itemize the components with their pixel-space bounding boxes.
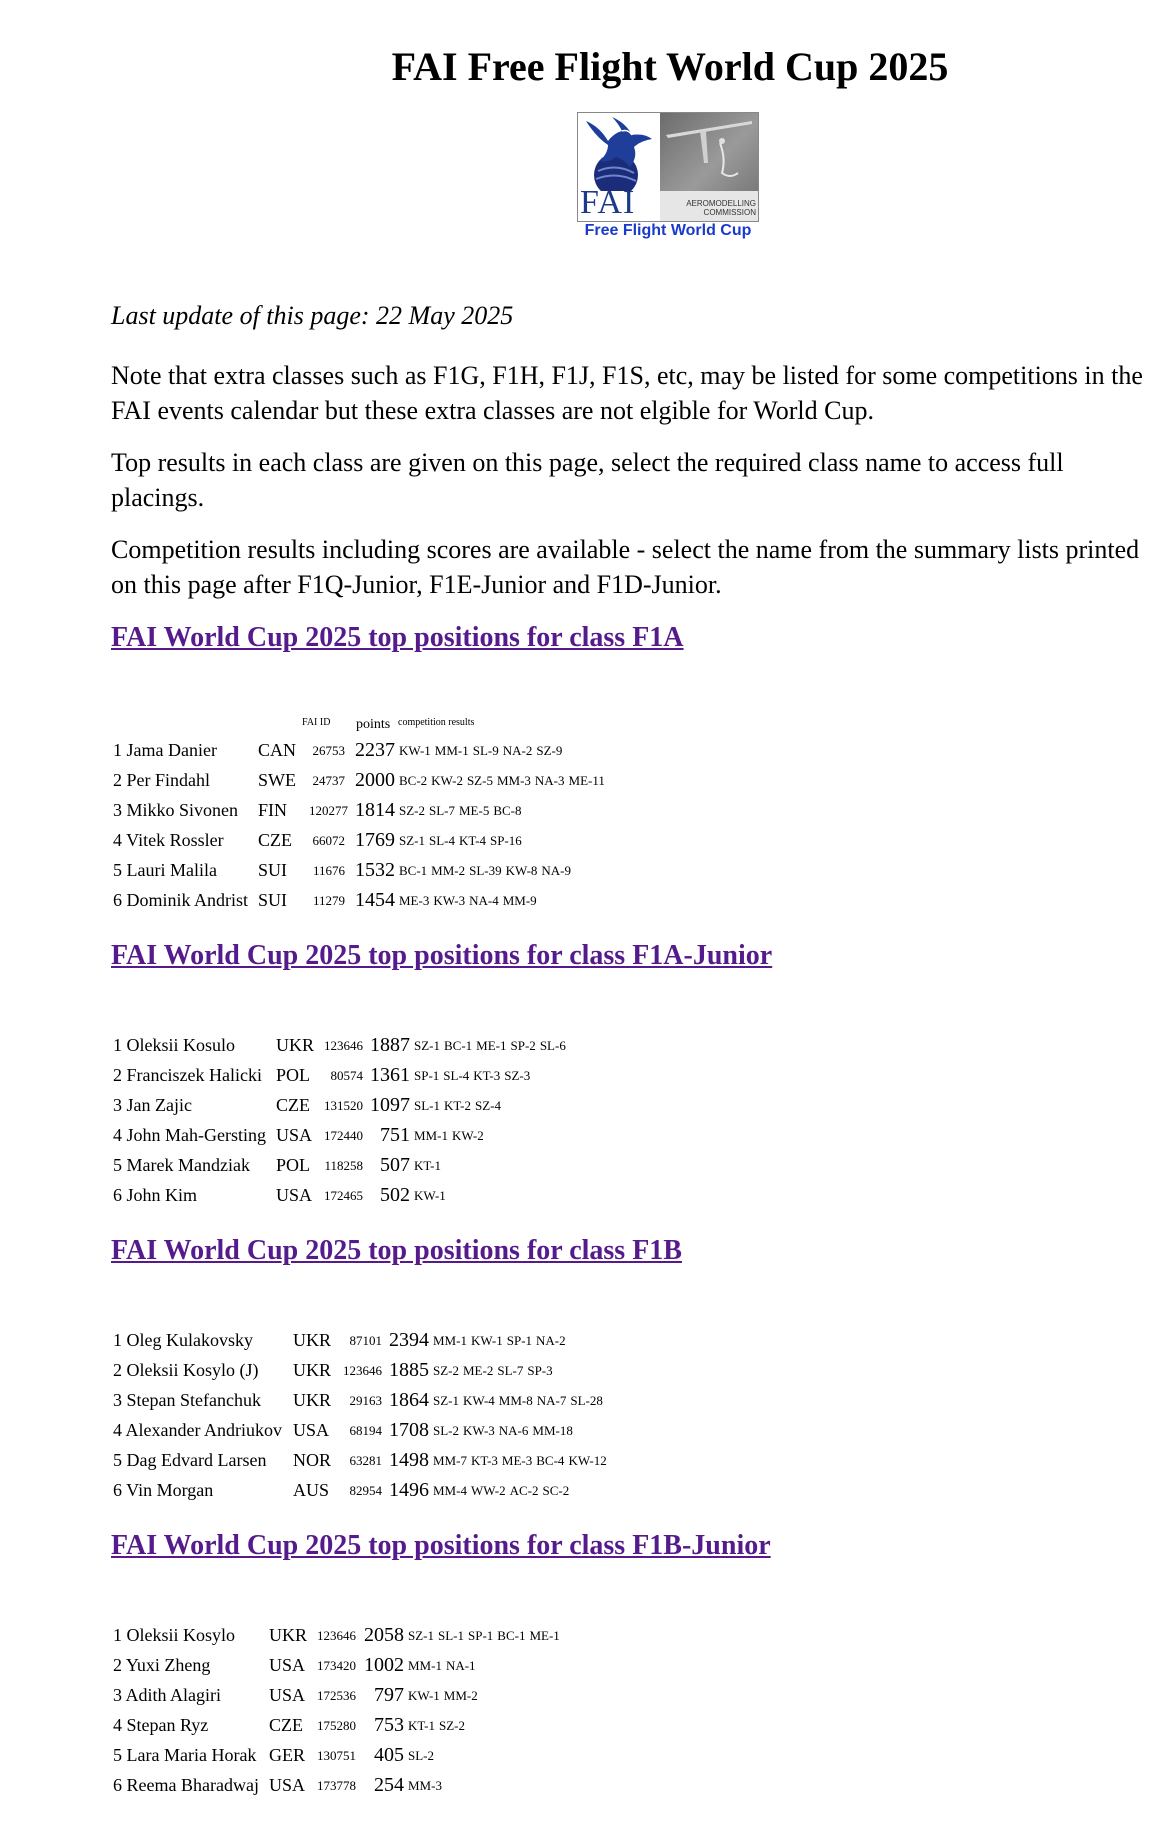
competition-result-link[interactable]: MM-1 (433, 1333, 467, 1348)
competitor-points: 502 (380, 1184, 410, 1206)
competition-results (433, 1362, 557, 1380)
competition-result-link[interactable]: NA-9 (541, 863, 572, 878)
competition-result-link[interactable]: NA-2 (536, 1333, 566, 1348)
competitor-country: USA (269, 1775, 306, 1795)
competition-result-link[interactable]: NA-6 (498, 1423, 529, 1438)
competition-result-link[interactable]: SL-2 (408, 1748, 434, 1763)
competition-results (414, 1067, 534, 1085)
competitor-points: 1708 (389, 1419, 429, 1441)
competition-result-link[interactable]: MM-9 (502, 893, 537, 908)
last-update: Last update of this page: 22 May 2025 (111, 301, 514, 330)
competition-result-link[interactable]: SZ-1 (399, 833, 425, 848)
competitor-fai-id: 29163 (349, 1393, 382, 1408)
competition-result-link[interactable]: ME-1 (529, 1628, 560, 1643)
logo-commission-text: AEROMODELLING COMMISSION (686, 199, 756, 217)
column-header-fai-id: FAI ID (302, 717, 331, 728)
competition-result-link[interactable]: SZ-4 (474, 1098, 501, 1113)
competition-result-link[interactable]: SZ-9 (536, 743, 563, 758)
competitor-country: POL (276, 1065, 311, 1085)
competitor-fai-id: 130751 (317, 1748, 356, 1763)
competition-result-link[interactable]: SL-6 (539, 1038, 566, 1053)
competitor-fai-id: 26753 (312, 743, 345, 758)
competitor-fai-id: 172440 (324, 1128, 363, 1143)
competitor-points: 1887 (370, 1034, 410, 1056)
competitor-country: UKR (293, 1390, 332, 1410)
competitor-fai-id: 120277 (309, 803, 348, 818)
competitor-points: 1769 (355, 829, 395, 851)
competitor-country: USA (269, 1685, 306, 1705)
competition-results (408, 1747, 438, 1765)
competitor-fai-id: 172536 (317, 1688, 356, 1703)
competitor-country: UKR (269, 1625, 308, 1645)
competitor-country: CZE (258, 830, 292, 850)
competition-result-link[interactable]: AC-2 (509, 1483, 539, 1498)
competitor-country: USA (269, 1655, 306, 1675)
competitor-fai-id: 123646 (317, 1628, 356, 1643)
competitor-name: 4 Stepan Ryz (113, 1715, 209, 1735)
competition-result-link[interactable]: NA-2 (502, 743, 533, 758)
competitor-country: CZE (276, 1095, 310, 1115)
competitor-fai-id: 11676 (312, 863, 345, 878)
competitor-points: 1814 (355, 799, 395, 821)
competition-result-link[interactable]: BC-1 (444, 1038, 473, 1053)
competitor-fai-id: 131520 (324, 1098, 363, 1113)
competition-result-link[interactable]: ME-1 (476, 1038, 507, 1053)
competitor-points: 1532 (355, 859, 395, 881)
competition-result-link[interactable]: SL-4 (443, 1068, 470, 1083)
competitor-points: 2394 (389, 1329, 429, 1351)
competitor-name: 1 Oleg Kulakovsky (113, 1330, 253, 1350)
competition-result-link[interactable]: KW-2 (451, 1128, 484, 1143)
competition-result-link[interactable]: KW-1 (399, 743, 431, 758)
competition-results (408, 1717, 469, 1735)
competition-results (399, 802, 526, 820)
competitor-name: 1 Jama Danier (113, 740, 217, 760)
competition-result-link[interactable]: KW-8 (505, 863, 538, 878)
logo-frame (577, 112, 759, 222)
competition-result-link[interactable]: MM-1 (414, 1128, 448, 1143)
competition-results (414, 1127, 488, 1145)
competitor-fai-id: 123646 (343, 1363, 382, 1378)
competitor-fai-id: 66072 (312, 833, 345, 848)
competitor-name: 4 Vitek Rossler (113, 830, 224, 850)
competitor-fai-id: 24737 (312, 773, 345, 788)
competition-result-link[interactable]: BC-4 (536, 1453, 565, 1468)
competition-result-link[interactable]: SL-2 (433, 1423, 459, 1438)
competition-results (399, 832, 526, 850)
competitor-fai-id: 172465 (324, 1188, 363, 1203)
note-line-2: FAI events calendar but these extra classes are not elgible for World Cup. (111, 396, 874, 425)
competition-result-link[interactable]: WW-2 (470, 1483, 506, 1498)
competitor-name: 6 Reema Bharadwaj (113, 1775, 259, 1795)
competitor-name: 1 Oleksii Kosulo (113, 1035, 236, 1055)
competitor-name: 2 Yuxi Zheng (113, 1655, 211, 1675)
competitor-points: 1097 (370, 1094, 410, 1116)
class-link-f1b[interactable]: FAI World Cup 2025 top positions for class F1B (111, 1235, 682, 1266)
competition-result-link[interactable]: MM-7 (433, 1453, 467, 1468)
competitor-points: 753 (374, 1714, 404, 1736)
competition-result-link[interactable]: NA-7 (536, 1393, 567, 1408)
competition-result-link[interactable]: SL-1 (414, 1098, 440, 1113)
competition-results-line-1: Competition results including scores are available - select the name from the summary lists printed (111, 535, 1140, 564)
competition-result-link[interactable]: SP-3 (527, 1363, 553, 1378)
competition-result-link[interactable]: ME-2 (463, 1363, 494, 1378)
competitor-fai-id: 63281 (349, 1453, 382, 1468)
competition-result-link[interactable]: SZ-1 (414, 1038, 440, 1053)
competition-result-link[interactable]: SL-39 (469, 863, 502, 878)
competitor-points: 254 (374, 1774, 404, 1796)
competition-result-link[interactable]: ME-3 (399, 893, 430, 908)
competitor-country: FIN (258, 800, 288, 820)
competition-result-link[interactable]: KW-2 (431, 773, 463, 788)
competitor-points: 1496 (389, 1479, 429, 1501)
competitor-fai-id: 82954 (349, 1483, 382, 1498)
competitor-country: USA (276, 1185, 313, 1205)
competition-results (433, 1482, 573, 1500)
competition-result-link[interactable]: SZ-3 (504, 1068, 531, 1083)
competitor-fai-id: 11279 (312, 893, 345, 908)
competitor-points: 1885 (389, 1359, 429, 1381)
competitor-name: 5 Marek Mandziak (113, 1155, 250, 1175)
competition-result-link[interactable]: KT-2 (444, 1098, 471, 1113)
competition-results (399, 862, 575, 880)
competition-result-link[interactable]: BC-8 (493, 803, 522, 818)
competitor-points: 1864 (389, 1389, 429, 1411)
competition-result-link[interactable]: MM-1 (434, 743, 469, 758)
logo-glider-panel (660, 113, 758, 191)
competition-result-link[interactable]: MM-18 (532, 1423, 573, 1438)
competitor-country: SUI (258, 890, 288, 910)
competitor-name: 6 John Kim (113, 1185, 198, 1205)
competition-result-link[interactable]: KW-3 (433, 893, 466, 908)
class-link-f1b-junior[interactable]: FAI World Cup 2025 top positions for class F1B-Junior (111, 1530, 771, 1561)
competition-result-link[interactable]: NA-4 (469, 893, 499, 908)
competitor-fai-id: 175280 (317, 1718, 356, 1733)
competition-results (414, 1097, 505, 1115)
competition-result-link[interactable]: SL-28 (570, 1393, 603, 1408)
competition-results-paragraph (111, 532, 1170, 602)
competition-result-link[interactable]: KT-3 (470, 1453, 498, 1468)
competitor-points: 751 (380, 1124, 410, 1146)
competitor-points: 1361 (370, 1064, 410, 1086)
competition-result-link[interactable]: KT-1 (414, 1158, 441, 1173)
competitor-country: GER (269, 1745, 305, 1765)
competitor-name: 3 Mikko Sivonen (113, 800, 239, 820)
competition-result-link[interactable]: SZ-2 (438, 1718, 465, 1733)
competitor-fai-id: 68194 (349, 1423, 382, 1438)
competition-result-link[interactable]: MM-4 (433, 1483, 467, 1498)
class-link-f1a[interactable]: FAI World Cup 2025 top positions for class F1A (111, 622, 684, 653)
competitor-country: CAN (258, 740, 297, 760)
logo-caption: Free Flight World Cup (584, 222, 752, 239)
competitor-points: 1002 (364, 1654, 404, 1676)
competition-result-link[interactable]: ME-3 (501, 1453, 533, 1468)
competition-results (399, 772, 609, 790)
competitor-name: 1 Oleksii Kosylo (113, 1625, 236, 1645)
competitor-name: 2 Per Findahl (113, 770, 210, 790)
competition-result-link[interactable]: SP-2 (510, 1038, 536, 1053)
competition-result-link[interactable]: ME-11 (568, 773, 605, 788)
competitor-name: 5 Dag Edvard Larsen (113, 1450, 267, 1470)
fai-logo (577, 112, 759, 240)
competition-results (399, 892, 541, 910)
competition-result-link[interactable]: KT-4 (459, 833, 486, 848)
competitor-country: UKR (293, 1360, 332, 1380)
glider-icon (660, 113, 758, 191)
competition-result-link[interactable]: SZ-1 (433, 1393, 459, 1408)
competition-results (433, 1332, 570, 1350)
competition-result-link[interactable]: SP-1 (506, 1333, 533, 1348)
competition-results (408, 1657, 480, 1675)
competition-results (399, 742, 566, 760)
competitor-name: 5 Lauri Malila (113, 860, 217, 880)
competitor-country: NOR (293, 1450, 332, 1470)
competition-result-link[interactable]: KT-1 (408, 1718, 435, 1733)
competition-result-link[interactable]: SL-9 (472, 743, 499, 758)
competitor-name: 2 Franciszek Halicki (113, 1065, 262, 1085)
competitor-name: 5 Lara Maria Horak (113, 1745, 257, 1765)
competition-result-link[interactable]: SZ-2 (433, 1363, 459, 1378)
top-results-paragraph (111, 445, 1170, 515)
competition-result-link[interactable]: MM-3 (408, 1778, 442, 1793)
page-title: FAI Free Flight World Cup 2025 (391, 44, 949, 89)
competition-result-link[interactable]: NA-1 (445, 1658, 476, 1673)
competition-result-link[interactable]: MM-2 (431, 863, 466, 878)
competition-results (408, 1687, 482, 1705)
competitor-fai-id: 173778 (317, 1778, 356, 1793)
column-header-competition-results: competition results (398, 717, 475, 728)
competition-result-link[interactable]: SP-1 (414, 1068, 440, 1083)
competitor-points: 2058 (364, 1624, 404, 1646)
competition-result-link[interactable]: BC-2 (399, 773, 428, 788)
competitor-name: 4 Alexander Andriukov (113, 1420, 282, 1440)
competitor-fai-id: 118258 (324, 1158, 363, 1173)
competition-results (414, 1187, 450, 1205)
logo-fai-text: FAI (580, 184, 636, 221)
competition-results (433, 1422, 577, 1440)
competition-result-link[interactable]: SL-4 (429, 833, 455, 848)
competition-result-link[interactable]: ME-5 (459, 803, 490, 818)
column-header-points: points (356, 717, 391, 732)
class-link-f1a-junior[interactable]: FAI World Cup 2025 top positions for class F1A-Junior (111, 940, 773, 971)
competitor-name: 3 Jan Zajic (113, 1095, 192, 1115)
competition-result-link[interactable]: KW-1 (408, 1688, 440, 1703)
competitor-country: UKR (276, 1035, 315, 1055)
competitor-name: 6 Dominik Andrist (113, 890, 249, 910)
competitor-points: 2000 (355, 769, 395, 791)
competition-result-link[interactable]: MM-8 (498, 1393, 533, 1408)
competitor-fai-id: 80574 (330, 1068, 363, 1083)
competitor-points: 405 (374, 1744, 404, 1766)
note-line-1: Note that extra classes such as F1G, F1H, F1J, F1S, etc, may be listed for some competitions in the (111, 361, 1143, 390)
competitor-points: 1498 (389, 1449, 429, 1471)
competitor-country: USA (293, 1420, 330, 1440)
competition-result-link[interactable]: SZ-1 (408, 1628, 434, 1643)
competition-results (414, 1037, 570, 1055)
competition-result-link[interactable]: KT-3 (473, 1068, 501, 1083)
competitor-country: SWE (258, 770, 296, 790)
competition-results (414, 1157, 445, 1175)
competition-result-link[interactable]: KW-12 (568, 1453, 607, 1468)
competitor-points: 2237 (355, 739, 395, 761)
competition-result-link[interactable]: NA-3 (534, 773, 565, 788)
competition-result-link[interactable]: MM-2 (443, 1688, 478, 1703)
competition-result-link[interactable]: SZ-2 (399, 803, 425, 818)
competition-result-link[interactable]: KW-1 (470, 1333, 503, 1348)
competition-result-link[interactable]: SP-1 (468, 1628, 494, 1643)
competition-results (433, 1392, 607, 1410)
top-results-line-1: Top results in each class are given on this page, select the required class name to access full (111, 448, 1064, 477)
competitor-fai-id: 123646 (324, 1038, 363, 1053)
competition-results (408, 1627, 564, 1645)
competitor-country: AUS (293, 1480, 330, 1500)
eagle-globe-icon (578, 113, 660, 191)
note-paragraph (111, 358, 1170, 428)
competition-results (408, 1777, 446, 1795)
competition-result-link[interactable]: KW-4 (463, 1393, 495, 1408)
competitor-name: 2 Oleksii Kosylo (J) (113, 1360, 259, 1380)
competitor-country: USA (276, 1125, 313, 1145)
competitor-name: 3 Adith Alagiri (113, 1685, 221, 1705)
competition-result-link[interactable]: SL-7 (429, 803, 455, 818)
competition-results (433, 1452, 611, 1470)
competitor-name: 4 John Mah-Gersting (113, 1125, 266, 1145)
competition-result-link[interactable]: SZ-5 (466, 773, 493, 788)
competition-result-link[interactable]: BC-1 (497, 1628, 526, 1643)
competition-result-link[interactable]: SL-1 (438, 1628, 464, 1643)
competitor-country: POL (276, 1155, 311, 1175)
competition-result-link[interactable]: MM-1 (408, 1658, 442, 1673)
competitor-fai-id: 173420 (317, 1658, 356, 1673)
top-results-line-2: placings. (111, 483, 205, 512)
competition-result-link[interactable]: KW-1 (414, 1188, 446, 1203)
competition-results-line-2: on this page after F1Q-Junior, F1E-Junior and F1D-Junior. (111, 570, 722, 599)
competitor-country: UKR (293, 1330, 332, 1350)
competition-result-link[interactable]: SL-7 (497, 1363, 524, 1378)
competitor-points: 797 (374, 1684, 404, 1706)
competitor-points: 507 (380, 1154, 410, 1176)
competitor-country: SUI (258, 860, 288, 880)
competitor-name: 6 Vin Morgan (113, 1480, 214, 1500)
competitor-fai-id: 87101 (349, 1333, 382, 1348)
competition-result-link[interactable]: SP-16 (489, 833, 522, 848)
competition-result-link[interactable]: SC-2 (542, 1483, 570, 1498)
competitor-points: 1454 (355, 889, 395, 911)
competitor-country: CZE (269, 1715, 303, 1735)
competition-result-link[interactable]: KW-3 (463, 1423, 495, 1438)
competitor-name: 3 Stepan Stefanchuk (113, 1390, 261, 1410)
competition-result-link[interactable]: MM-3 (496, 773, 531, 788)
competition-result-link[interactable]: BC-1 (399, 863, 428, 878)
